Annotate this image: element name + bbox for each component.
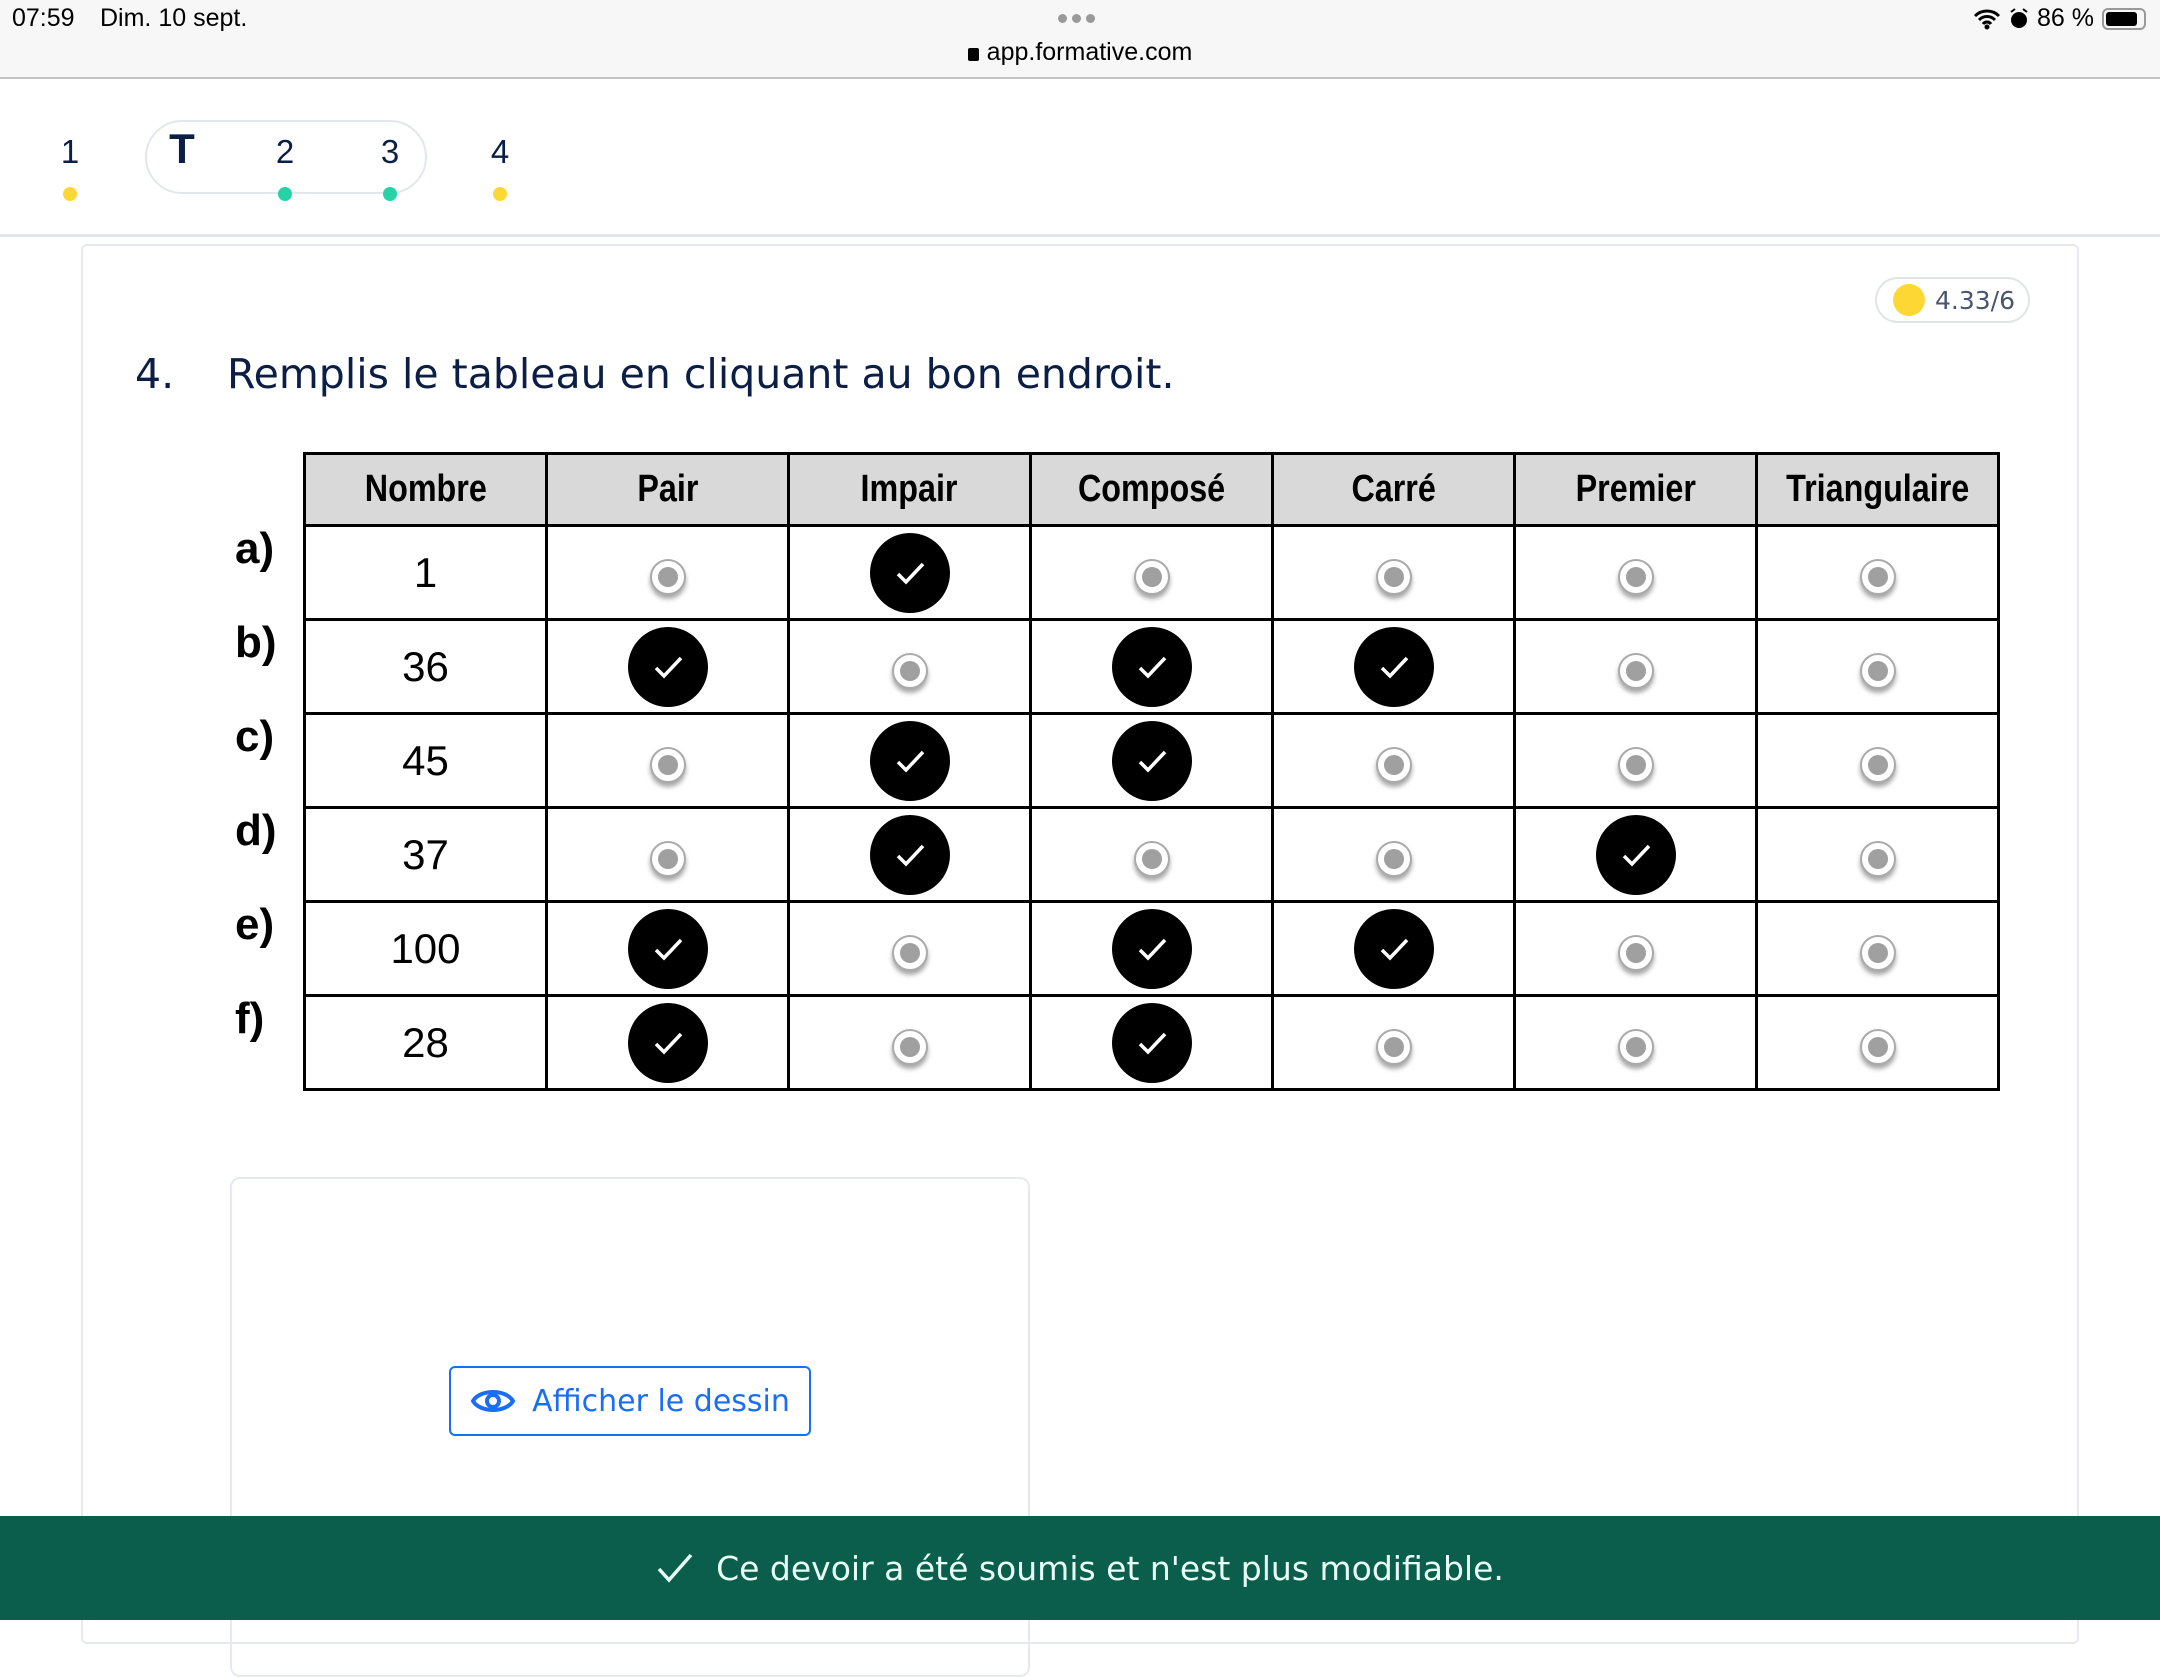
answer-cell bbox=[547, 526, 789, 620]
unchecked-radio[interactable] bbox=[1376, 841, 1412, 877]
row-label: d) bbox=[235, 806, 277, 855]
status-dot bbox=[383, 187, 397, 201]
column-header: Composé bbox=[1031, 454, 1273, 526]
column-header: Impair bbox=[789, 454, 1031, 526]
row-label: e) bbox=[235, 900, 275, 949]
checked-mark-icon[interactable] bbox=[628, 627, 708, 707]
answer-cell bbox=[547, 620, 789, 714]
status-bar bbox=[0, 0, 2160, 79]
check-icon bbox=[656, 1552, 694, 1584]
unchecked-radio[interactable] bbox=[1860, 1029, 1896, 1065]
checked-mark-icon[interactable] bbox=[1596, 815, 1676, 895]
answer-cell bbox=[1031, 714, 1273, 808]
status-dot bbox=[278, 187, 292, 201]
answer-cell bbox=[1273, 902, 1515, 996]
answer-cell bbox=[789, 714, 1031, 808]
address-bar[interactable] bbox=[0, 38, 2160, 67]
answer-cell bbox=[1515, 808, 1757, 902]
answer-cell bbox=[789, 526, 1031, 620]
unchecked-radio[interactable] bbox=[1618, 747, 1654, 783]
status-dot bbox=[493, 187, 507, 201]
unchecked-radio[interactable] bbox=[1134, 841, 1170, 877]
answer-cell bbox=[1757, 996, 1999, 1090]
answer-cell bbox=[1273, 808, 1515, 902]
battery-icon bbox=[2102, 8, 2146, 30]
answer-cell bbox=[1515, 620, 1757, 714]
nav-question-1[interactable]: 1 bbox=[40, 133, 100, 201]
unchecked-radio[interactable] bbox=[1376, 747, 1412, 783]
answer-cell bbox=[547, 714, 789, 808]
row-label: f) bbox=[235, 994, 265, 1043]
nav-text-item[interactable]: T bbox=[169, 125, 195, 172]
answer-cell bbox=[1273, 526, 1515, 620]
table-row bbox=[305, 902, 1999, 996]
answer-cell bbox=[789, 996, 1031, 1090]
answer-table bbox=[303, 452, 2000, 1091]
unchecked-radio[interactable] bbox=[1134, 559, 1170, 595]
column-header: Carré bbox=[1273, 454, 1515, 526]
battery-percent: 86 % bbox=[2037, 4, 2094, 32]
number-cell: 45 bbox=[305, 714, 547, 808]
answer-cell bbox=[1031, 808, 1273, 902]
checked-mark-icon[interactable] bbox=[1354, 627, 1434, 707]
answer-cell bbox=[1031, 526, 1273, 620]
unchecked-radio[interactable] bbox=[1860, 653, 1896, 689]
unchecked-radio[interactable] bbox=[1376, 559, 1412, 595]
checked-mark-icon[interactable] bbox=[628, 1003, 708, 1083]
lock-icon bbox=[968, 48, 979, 61]
answer-cell bbox=[1273, 714, 1515, 808]
checked-mark-icon[interactable] bbox=[870, 815, 950, 895]
nav-question-4[interactable]: 4 bbox=[470, 133, 530, 201]
clock: 07:59 bbox=[12, 4, 75, 32]
show-drawing-label: Afficher le dessin bbox=[532, 1383, 790, 1419]
table-row bbox=[305, 620, 1999, 714]
nav-question-3[interactable]: 3 bbox=[360, 133, 420, 201]
answer-cell bbox=[1757, 714, 1999, 808]
eye-icon bbox=[470, 1385, 516, 1417]
table-row bbox=[305, 808, 1999, 902]
checked-mark-icon[interactable] bbox=[1112, 909, 1192, 989]
table-row bbox=[305, 714, 1999, 808]
answer-cell bbox=[1515, 996, 1757, 1090]
unchecked-radio[interactable] bbox=[1860, 935, 1896, 971]
answer-cell bbox=[1031, 620, 1273, 714]
checked-mark-icon[interactable] bbox=[1112, 627, 1192, 707]
answer-cell bbox=[1515, 902, 1757, 996]
question-number: 4. bbox=[135, 350, 175, 398]
answer-cell bbox=[547, 902, 789, 996]
unchecked-radio[interactable] bbox=[1618, 1029, 1654, 1065]
checked-mark-icon[interactable] bbox=[1354, 909, 1434, 989]
table-row bbox=[305, 526, 1999, 620]
number-cell: 37 bbox=[305, 808, 547, 902]
column-header: Nombre bbox=[305, 454, 547, 526]
status-dot bbox=[63, 187, 77, 201]
unchecked-radio[interactable] bbox=[1618, 653, 1654, 689]
answer-cell bbox=[789, 902, 1031, 996]
number-cell: 100 bbox=[305, 902, 547, 996]
column-header: Triangulaire bbox=[1757, 454, 1999, 526]
unchecked-radio[interactable] bbox=[1376, 1029, 1412, 1065]
wifi-icon bbox=[1973, 8, 2001, 30]
answer-cell bbox=[1757, 620, 1999, 714]
submitted-message: Ce devoir a été soumis et n'est plus modifiable. bbox=[716, 1548, 1504, 1588]
unchecked-radio[interactable] bbox=[892, 1029, 928, 1065]
unchecked-radio[interactable] bbox=[1618, 935, 1654, 971]
answer-cell bbox=[1031, 996, 1273, 1090]
number-cell: 1 bbox=[305, 526, 547, 620]
number-cell: 28 bbox=[305, 996, 547, 1090]
answer-cell bbox=[1031, 902, 1273, 996]
column-header: Pair bbox=[547, 454, 789, 526]
row-label: c) bbox=[235, 712, 275, 761]
unchecked-radio[interactable] bbox=[650, 841, 686, 877]
date: Dim. 10 sept. bbox=[100, 4, 248, 32]
column-header: Premier bbox=[1515, 454, 1757, 526]
answer-cell bbox=[1515, 714, 1757, 808]
submitted-banner bbox=[0, 1516, 2160, 1620]
checked-mark-icon[interactable] bbox=[870, 533, 950, 613]
answer-cell bbox=[1273, 620, 1515, 714]
number-cell: 36 bbox=[305, 620, 547, 714]
unchecked-radio[interactable] bbox=[892, 653, 928, 689]
url-text: app.formative.com bbox=[986, 38, 1193, 66]
score-text: 4.33/6 bbox=[1935, 285, 2015, 315]
answer-cell bbox=[1757, 902, 1999, 996]
answer-cell bbox=[1757, 808, 1999, 902]
unchecked-radio[interactable] bbox=[1860, 841, 1896, 877]
unchecked-radio[interactable] bbox=[892, 935, 928, 971]
checked-mark-icon[interactable] bbox=[870, 721, 950, 801]
answer-cell bbox=[1757, 526, 1999, 620]
checked-mark-icon[interactable] bbox=[1112, 1003, 1192, 1083]
nav-question-2[interactable]: 2 bbox=[255, 133, 315, 201]
answer-cell bbox=[547, 996, 789, 1090]
row-label: b) bbox=[235, 618, 277, 667]
more-dots-icon[interactable] bbox=[1058, 14, 1095, 23]
checked-mark-icon[interactable] bbox=[628, 909, 708, 989]
unchecked-radio[interactable] bbox=[1860, 747, 1896, 783]
score-badge bbox=[1875, 277, 2030, 323]
answer-cell bbox=[1515, 526, 1757, 620]
answer-cell bbox=[789, 808, 1031, 902]
unchecked-radio[interactable] bbox=[650, 747, 686, 783]
row-label: a) bbox=[235, 524, 275, 573]
unchecked-radio[interactable] bbox=[1618, 559, 1654, 595]
score-dot-icon bbox=[1893, 284, 1925, 316]
question-text: Remplis le tableau en cliquant au bon endroit. bbox=[227, 350, 1175, 398]
show-drawing-button[interactable] bbox=[449, 1366, 811, 1436]
unchecked-radio[interactable] bbox=[650, 559, 686, 595]
question-nav bbox=[0, 81, 2160, 237]
checked-mark-icon[interactable] bbox=[1112, 721, 1192, 801]
table-row bbox=[305, 996, 1999, 1090]
alarm-icon bbox=[2009, 8, 2029, 30]
answer-cell bbox=[547, 808, 789, 902]
answer-cell bbox=[789, 620, 1031, 714]
unchecked-radio[interactable] bbox=[1860, 559, 1896, 595]
answer-cell bbox=[1273, 996, 1515, 1090]
